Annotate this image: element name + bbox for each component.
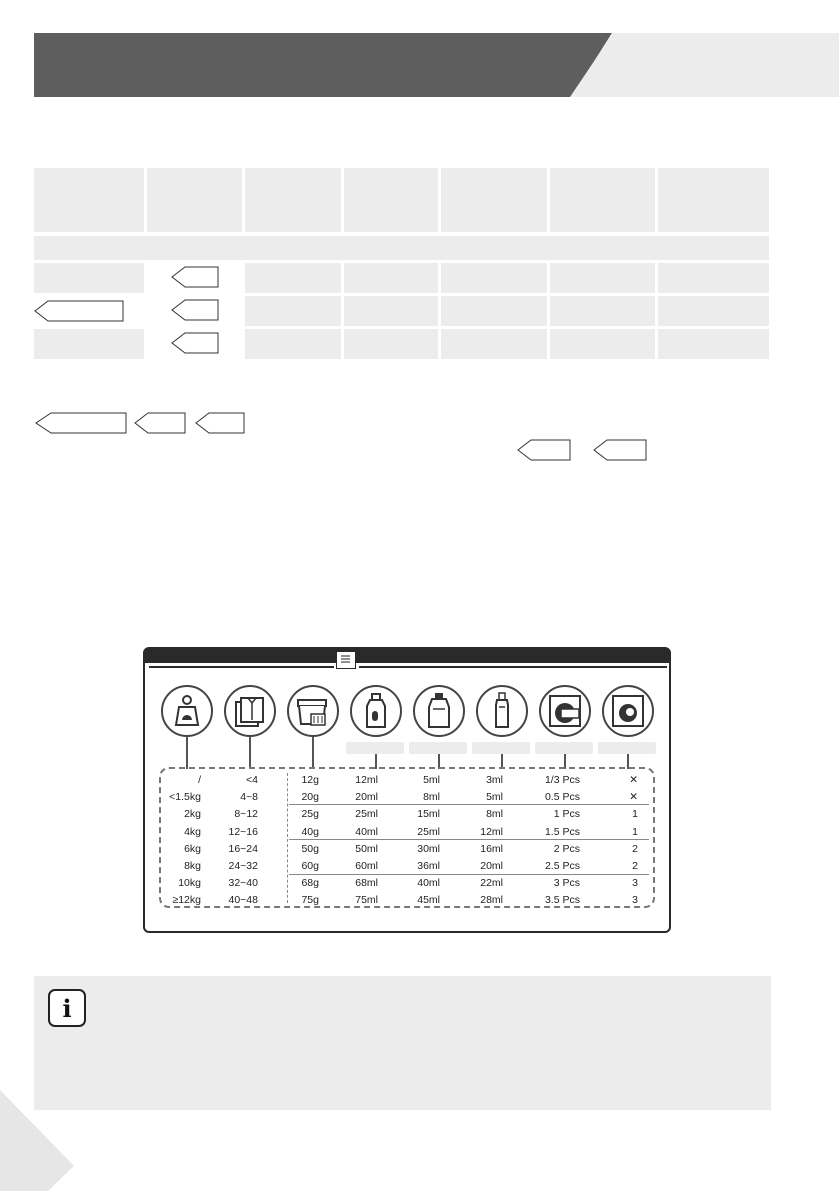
table-header-cell — [344, 168, 439, 232]
table-cell — [441, 296, 547, 326]
header-tab — [570, 33, 839, 97]
load-cell: 10kg — [178, 877, 201, 890]
powder-cell: 68g — [301, 877, 319, 890]
load-cell: ≥12kg — [172, 894, 201, 907]
load-cell: 6kg — [184, 842, 201, 855]
info-icon: i — [48, 989, 86, 1027]
concentrate-cell: 5ml — [423, 774, 440, 786]
load-cell: / — [198, 774, 201, 786]
column-label-tab — [535, 742, 593, 754]
concentrate-cell: 25ml — [417, 825, 440, 838]
powder-cell: 20g — [301, 791, 319, 804]
table-cell — [245, 329, 341, 359]
placeholder-tag — [171, 332, 219, 354]
table-row — [161, 772, 653, 788]
items-cell: <4 — [246, 774, 258, 786]
table-cell — [34, 263, 144, 293]
column-label-tab — [409, 742, 467, 754]
connector-line — [312, 737, 314, 769]
items-cell: 40~48 — [228, 894, 258, 907]
pod-cell: 2 — [632, 860, 638, 872]
placeholder-tag — [171, 266, 219, 288]
table-span-row — [34, 236, 769, 260]
concentrate-cell: 8ml — [423, 791, 440, 804]
pod-cell: 1 — [632, 825, 638, 838]
powder-cell: 12g — [301, 774, 319, 786]
placeholder-tag — [517, 439, 571, 461]
panel-divider — [149, 666, 334, 668]
table-cell — [344, 329, 439, 359]
placeholder-tag — [34, 300, 124, 322]
tablet-hand-icon — [539, 685, 591, 737]
powder-cell: 75g — [301, 894, 319, 907]
table-row — [161, 789, 653, 805]
detergent-bottle-icon — [350, 685, 402, 737]
load-cell: 8kg — [184, 860, 201, 872]
liquid-cell: 40ml — [355, 825, 378, 838]
concentrate-cell: 30ml — [417, 842, 440, 855]
table-header-cell — [147, 168, 243, 232]
super-concentrate-cell: 20ml — [480, 860, 503, 872]
pod-cell: ✕ — [629, 791, 638, 804]
pod-cell: ✕ — [629, 774, 638, 786]
info-note — [34, 976, 771, 1110]
clothes-icon — [224, 685, 276, 737]
tablet-cell: 1.5 Pcs — [544, 825, 580, 838]
tablet-cell: 1/3 Pcs — [544, 774, 580, 786]
table-cell — [550, 263, 656, 293]
connector-line — [249, 737, 251, 769]
table-header-row — [34, 168, 769, 232]
super-concentrate-cell: 12ml — [480, 825, 503, 838]
program-table — [34, 168, 769, 359]
panel-top-bar — [145, 649, 669, 663]
liquid-cell: 75ml — [355, 894, 378, 907]
super-concentrate-cell: 22ml — [480, 877, 503, 890]
basket-icon — [287, 685, 339, 737]
table-row — [161, 806, 653, 822]
tablet-cell: 2.5 Pcs — [544, 860, 580, 872]
items-cell: 24~32 — [228, 860, 258, 872]
concentrate-cell: 40ml — [417, 877, 440, 890]
table-cell — [147, 263, 243, 293]
load-cell: 4kg — [184, 825, 201, 838]
pod-cell: 3 — [632, 877, 638, 890]
table-cell — [658, 263, 769, 293]
drum-pod-icon — [602, 685, 654, 737]
placeholder-tag — [134, 412, 186, 434]
powder-cell: 25g — [301, 808, 319, 821]
placeholder-tag — [35, 412, 127, 434]
items-cell: 16~24 — [228, 842, 258, 855]
placeholder-tag — [195, 412, 245, 434]
thin-bottle-icon — [476, 685, 528, 737]
connector-line — [186, 737, 188, 769]
super-concentrate-cell: 3ml — [486, 774, 503, 786]
table-cell — [147, 296, 243, 326]
table-cell — [658, 296, 769, 326]
pod-cell: 3 — [632, 894, 638, 907]
header-bar — [34, 33, 612, 97]
table-row — [34, 263, 769, 293]
liquid-cell: 20ml — [355, 791, 378, 804]
concentrate-cell: 15ml — [417, 808, 440, 821]
table-row — [34, 296, 769, 326]
table-cell — [34, 296, 144, 326]
tablet-cell: 3.5 Pcs — [544, 894, 580, 907]
panel-divider — [359, 666, 667, 668]
table-cell — [344, 263, 439, 293]
items-cell: 32~40 — [228, 877, 258, 890]
dosage-table — [159, 767, 655, 908]
tablet-cell: 2 Pcs — [553, 842, 580, 855]
table-cell — [550, 329, 656, 359]
pod-cell: 2 — [632, 842, 638, 855]
tablet-cell: 3 Pcs — [553, 877, 580, 890]
liquid-cell: 50ml — [355, 842, 378, 855]
tablet-cell: 0.5 Pcs — [544, 791, 580, 804]
table-row — [161, 892, 653, 908]
column-label-tab — [472, 742, 530, 754]
table-row — [161, 875, 653, 891]
load-cell: 2kg — [184, 808, 201, 821]
super-concentrate-cell: 16ml — [480, 842, 503, 855]
table-cell — [245, 296, 341, 326]
table-header-cell — [550, 168, 656, 232]
scale-icon — [161, 685, 213, 737]
table-cell — [34, 329, 144, 359]
dosage-panel — [143, 647, 671, 933]
table-cell — [550, 296, 656, 326]
items-cell: 4~8 — [240, 791, 258, 804]
powder-cell: 40g — [301, 825, 319, 838]
table-header-cell — [245, 168, 341, 232]
liquid-cell: 12ml — [355, 774, 378, 786]
table-row — [161, 824, 653, 840]
powder-cell: 50g — [301, 842, 319, 855]
tablet-cell: 1 Pcs — [553, 808, 580, 821]
table-cell — [441, 263, 547, 293]
items-cell: 12~16 — [228, 825, 258, 838]
concentrate-cell: 45ml — [417, 894, 440, 907]
items-cell: 8~12 — [234, 808, 258, 821]
document-icon — [336, 651, 356, 669]
table-cell — [147, 329, 243, 359]
table-row — [161, 858, 653, 874]
table-row — [34, 329, 769, 359]
pod-cell: 1 — [632, 808, 638, 821]
placeholder-tag — [593, 439, 647, 461]
table-cell — [441, 329, 547, 359]
column-label-tab — [346, 742, 404, 754]
load-cell: <1.5kg — [169, 791, 201, 804]
column-label-tab — [598, 742, 656, 754]
table-row — [161, 841, 653, 857]
liquid-cell: 60ml — [355, 860, 378, 872]
spray-bottle-icon — [413, 685, 465, 737]
placeholder-tag — [171, 299, 219, 321]
super-concentrate-cell: 5ml — [486, 791, 503, 804]
table-header-cell — [34, 168, 144, 232]
concentrate-cell: 36ml — [417, 860, 440, 872]
liquid-cell: 68ml — [355, 877, 378, 890]
table-span-cell — [34, 236, 769, 260]
super-concentrate-cell: 8ml — [486, 808, 503, 821]
super-concentrate-cell: 28ml — [480, 894, 503, 907]
table-header-cell — [658, 168, 769, 232]
table-cell — [245, 263, 341, 293]
table-cell — [344, 296, 439, 326]
table-cell — [658, 329, 769, 359]
powder-cell: 60g — [301, 860, 319, 872]
liquid-cell: 25ml — [355, 808, 378, 821]
table-header-cell — [441, 168, 547, 232]
